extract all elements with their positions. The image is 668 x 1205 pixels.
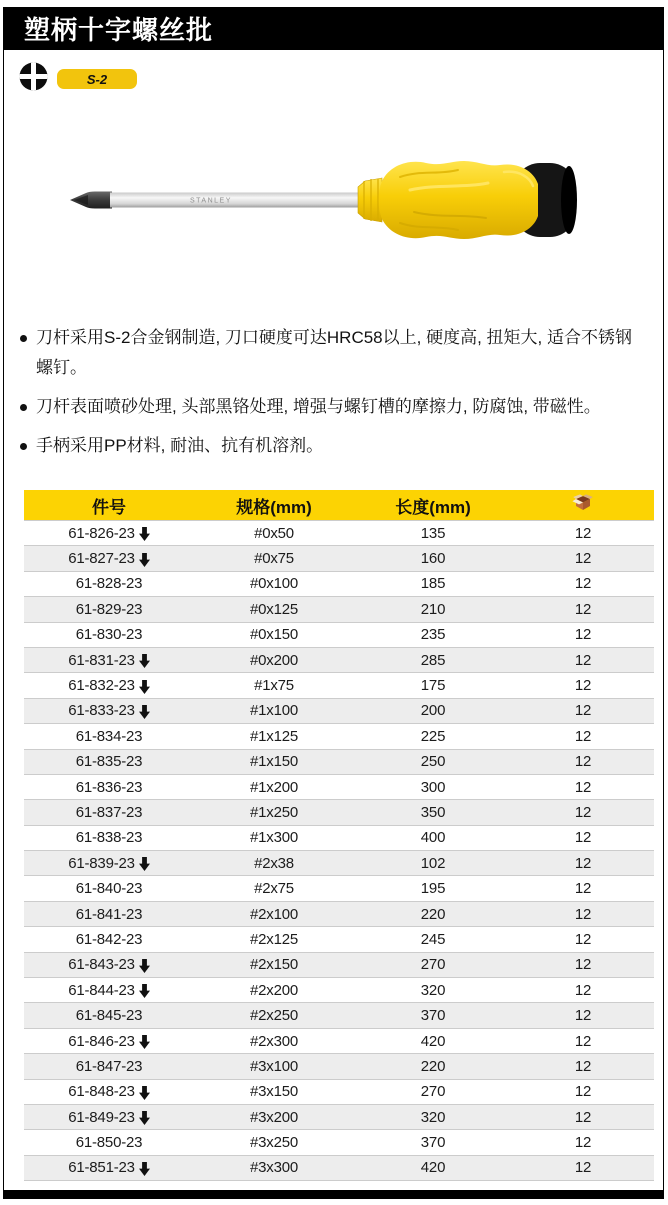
carton-box-icon xyxy=(572,494,594,516)
table-row xyxy=(24,901,654,926)
spec-cell: #0x75 xyxy=(254,550,294,568)
qty-cell: 12 xyxy=(574,905,592,923)
length-cell: 400 xyxy=(420,829,446,847)
down-arrow-icon xyxy=(139,984,150,998)
part-number: 61-847-23 xyxy=(75,1057,143,1075)
spec-cell: #0x100 xyxy=(249,575,298,593)
part-number-cell xyxy=(24,728,194,745)
part-number-cell xyxy=(24,956,194,973)
part-number: 61-834-23 xyxy=(75,727,143,745)
length-cell: 320 xyxy=(420,1108,446,1126)
part-number-cell xyxy=(24,601,194,618)
table-row xyxy=(24,926,654,951)
screwdriver-shaft xyxy=(110,193,362,208)
table-row xyxy=(24,825,654,850)
part-number-cell xyxy=(24,1134,194,1151)
spec-cell: #1x300 xyxy=(249,829,298,847)
down-arrow-icon xyxy=(139,1111,150,1125)
part-number-cell xyxy=(24,779,194,796)
part-number-cell xyxy=(24,1083,194,1100)
table-header-row xyxy=(24,490,654,520)
length-cell: 160 xyxy=(420,550,446,568)
table-row xyxy=(24,1028,654,1053)
spec-cell: #2x100 xyxy=(249,905,298,923)
qty-cell: 12 xyxy=(574,524,592,542)
col-header-length: 长度(mm) xyxy=(395,497,471,517)
table-row xyxy=(24,571,654,596)
part-number: 61-842-23 xyxy=(75,930,143,948)
length-cell: 285 xyxy=(420,651,446,669)
table-row xyxy=(24,647,654,672)
down-arrow-icon xyxy=(139,527,150,541)
length-cell: 225 xyxy=(420,727,446,745)
down-arrow-icon xyxy=(139,1162,150,1176)
col-header-spec: 规格(mm) xyxy=(236,497,312,517)
col-header-qty xyxy=(512,494,654,516)
length-cell: 235 xyxy=(420,626,446,644)
part-number-cell xyxy=(24,906,194,923)
part-number: 61-826-23 xyxy=(68,524,135,542)
part-number: 61-833-23 xyxy=(68,702,135,720)
qty-cell: 12 xyxy=(574,651,592,669)
part-number-cell xyxy=(24,702,194,719)
bullet-dot xyxy=(20,335,27,342)
part-number: 61-835-23 xyxy=(75,753,143,771)
part-number: 61-843-23 xyxy=(68,956,135,974)
qty-cell: 12 xyxy=(574,626,592,644)
length-cell: 300 xyxy=(420,778,446,796)
part-number-cell xyxy=(24,880,194,897)
feature-text: 手柄采用PP材料, 耐油、抗有机溶剂。 xyxy=(36,436,324,455)
qty-cell: 12 xyxy=(574,575,592,593)
qty-cell: 12 xyxy=(574,1134,592,1152)
part-number: 61-838-23 xyxy=(75,829,143,847)
part-number-cell xyxy=(24,855,194,872)
table-row xyxy=(24,875,654,900)
spec-cell: #2x125 xyxy=(249,930,298,948)
feature-item xyxy=(19,323,635,383)
length-cell: 270 xyxy=(420,956,446,974)
spec-table xyxy=(24,490,654,1181)
table-row xyxy=(24,799,654,824)
product-image xyxy=(64,150,584,250)
part-number-cell xyxy=(24,626,194,643)
table-row xyxy=(24,545,654,570)
part-number-cell xyxy=(24,804,194,821)
spec-cell: #1x200 xyxy=(249,778,298,796)
down-arrow-icon xyxy=(139,857,150,871)
down-arrow-icon xyxy=(139,654,150,668)
part-number-cell xyxy=(24,1159,194,1176)
qty-cell: 12 xyxy=(574,854,592,872)
page-title: 塑柄十字螺丝批 xyxy=(24,15,214,45)
length-cell: 350 xyxy=(420,803,446,821)
length-cell: 135 xyxy=(420,524,446,542)
shaft-brand-text: STANLEY xyxy=(190,197,232,205)
feature-text: 刀杆表面喷砂处理, 头部黑铬处理, 增强与螺钉槽的摩擦力, 防腐蚀, 带磁性。 xyxy=(36,397,601,416)
spec-cell: #2x300 xyxy=(249,1032,298,1050)
part-number-cell xyxy=(24,550,194,567)
down-arrow-icon xyxy=(139,959,150,973)
part-number: 61-845-23 xyxy=(75,1007,143,1025)
length-cell: 270 xyxy=(420,1083,446,1101)
spec-cell: #3x250 xyxy=(249,1134,298,1152)
table-row xyxy=(24,1053,654,1078)
part-number: 61-841-23 xyxy=(75,905,143,923)
table-row xyxy=(24,1079,654,1104)
table-body xyxy=(24,520,654,1181)
table-row xyxy=(24,850,654,875)
down-arrow-icon xyxy=(139,1035,150,1049)
down-arrow-icon xyxy=(139,1086,150,1100)
table-row xyxy=(24,596,654,621)
spec-cell: #1x125 xyxy=(249,727,298,745)
qty-cell: 12 xyxy=(574,1083,592,1101)
part-number: 61-850-23 xyxy=(75,1134,143,1152)
part-number: 61-837-23 xyxy=(75,803,143,821)
spec-cell: #1x250 xyxy=(249,803,298,821)
length-cell: 210 xyxy=(420,600,446,618)
length-cell: 370 xyxy=(420,1134,446,1152)
table-row xyxy=(24,1104,654,1129)
part-number: 61-831-23 xyxy=(68,651,135,669)
feature-text: 刀杆采用S-2合金钢制造, 刀口硬度可达HRC58以上, 硬度高, 扭矩大, 适合不锈钢螺钉。 xyxy=(36,328,632,377)
page-frame xyxy=(3,7,664,1199)
table-row xyxy=(24,520,654,545)
bullet-dot xyxy=(20,443,27,450)
part-number-cell xyxy=(24,1007,194,1024)
part-number-cell xyxy=(24,931,194,948)
qty-cell: 12 xyxy=(574,1057,592,1075)
part-number-cell xyxy=(24,753,194,770)
spec-cell: #0x150 xyxy=(249,626,298,644)
part-number: 61-848-23 xyxy=(68,1083,135,1101)
qty-cell: 12 xyxy=(574,956,592,974)
table-row xyxy=(24,774,654,799)
part-number: 61-851-23 xyxy=(68,1159,135,1177)
spec-cell: #3x150 xyxy=(249,1083,298,1101)
table-row xyxy=(24,1002,654,1027)
part-number: 61-827-23 xyxy=(68,550,135,568)
part-number: 61-828-23 xyxy=(75,575,143,593)
part-number-cell xyxy=(24,575,194,592)
spec-cell: #3x100 xyxy=(249,1057,298,1075)
length-cell: 420 xyxy=(420,1159,446,1177)
spec-cell: #3x300 xyxy=(249,1159,298,1177)
table-row xyxy=(24,1129,654,1154)
length-cell: 200 xyxy=(420,702,446,720)
part-number-cell xyxy=(24,677,194,694)
qty-cell: 12 xyxy=(574,600,592,618)
qty-cell: 12 xyxy=(574,930,592,948)
phillips-cross-icon xyxy=(19,62,48,96)
table-row xyxy=(24,698,654,723)
length-cell: 320 xyxy=(420,981,446,999)
down-arrow-icon xyxy=(139,553,150,567)
qty-cell: 12 xyxy=(574,727,592,745)
title-bar xyxy=(4,7,663,50)
down-arrow-icon xyxy=(139,705,150,719)
length-cell: 250 xyxy=(420,753,446,771)
part-number: 61-832-23 xyxy=(68,677,135,695)
part-number: 61-836-23 xyxy=(75,778,143,796)
length-cell: 195 xyxy=(420,880,446,898)
table-row xyxy=(24,622,654,647)
table-row xyxy=(24,1155,654,1181)
down-arrow-icon xyxy=(139,680,150,694)
table-row xyxy=(24,723,654,748)
qty-cell: 12 xyxy=(574,1007,592,1025)
part-number: 61-846-23 xyxy=(68,1032,135,1050)
spec-cell: #0x50 xyxy=(254,524,294,542)
table-row xyxy=(24,749,654,774)
length-cell: 420 xyxy=(420,1032,446,1050)
spec-cell: #2x38 xyxy=(254,854,294,872)
qty-cell: 12 xyxy=(574,778,592,796)
qty-cell: 12 xyxy=(574,803,592,821)
table-row xyxy=(24,672,654,697)
bullet-dot xyxy=(20,404,27,411)
part-number-cell xyxy=(24,1058,194,1075)
part-number: 61-844-23 xyxy=(68,981,135,999)
part-number-cell xyxy=(24,1109,194,1126)
part-number: 61-839-23 xyxy=(68,854,135,872)
qty-cell: 12 xyxy=(574,981,592,999)
qty-cell: 12 xyxy=(574,677,592,695)
table-row xyxy=(24,977,654,1002)
spec-cell: #2x150 xyxy=(249,956,298,974)
col-header-part: 件号 xyxy=(92,497,126,517)
qty-cell: 12 xyxy=(574,702,592,720)
spec-cell: #1x150 xyxy=(249,753,298,771)
feature-item xyxy=(19,431,635,461)
feature-list xyxy=(19,323,635,470)
part-number: 61-849-23 xyxy=(68,1108,135,1126)
length-cell: 220 xyxy=(420,1057,446,1075)
length-cell: 102 xyxy=(420,854,446,872)
part-number-cell xyxy=(24,652,194,669)
spec-cell: #1x100 xyxy=(249,702,298,720)
qty-cell: 12 xyxy=(574,1108,592,1126)
spec-cell: #1x75 xyxy=(254,677,294,695)
part-number: 61-830-23 xyxy=(75,626,143,644)
length-cell: 245 xyxy=(420,930,446,948)
part-number-cell xyxy=(24,829,194,846)
spec-cell: #2x250 xyxy=(249,1007,298,1025)
part-number-cell xyxy=(24,525,194,542)
spec-cell: #0x125 xyxy=(249,600,298,618)
qty-cell: 12 xyxy=(574,1159,592,1177)
table-row xyxy=(24,952,654,977)
spec-cell: #3x200 xyxy=(249,1108,298,1126)
spec-cell: #0x200 xyxy=(249,651,298,669)
spec-cell: #2x200 xyxy=(249,981,298,999)
steel-grade-badge: S-2 xyxy=(57,69,137,89)
feature-item xyxy=(19,392,635,422)
spec-cell: #2x75 xyxy=(254,880,294,898)
length-cell: 175 xyxy=(420,677,446,695)
part-number: 61-829-23 xyxy=(75,600,143,618)
length-cell: 185 xyxy=(420,575,446,593)
length-cell: 220 xyxy=(420,905,446,923)
product-marks xyxy=(19,62,137,96)
qty-cell: 12 xyxy=(574,880,592,898)
qty-cell: 12 xyxy=(574,829,592,847)
qty-cell: 12 xyxy=(574,550,592,568)
part-number: 61-840-23 xyxy=(75,880,143,898)
qty-cell: 12 xyxy=(574,753,592,771)
part-number-cell xyxy=(24,982,194,999)
length-cell: 370 xyxy=(420,1007,446,1025)
qty-cell: 12 xyxy=(574,1032,592,1050)
part-number-cell xyxy=(24,1033,194,1050)
